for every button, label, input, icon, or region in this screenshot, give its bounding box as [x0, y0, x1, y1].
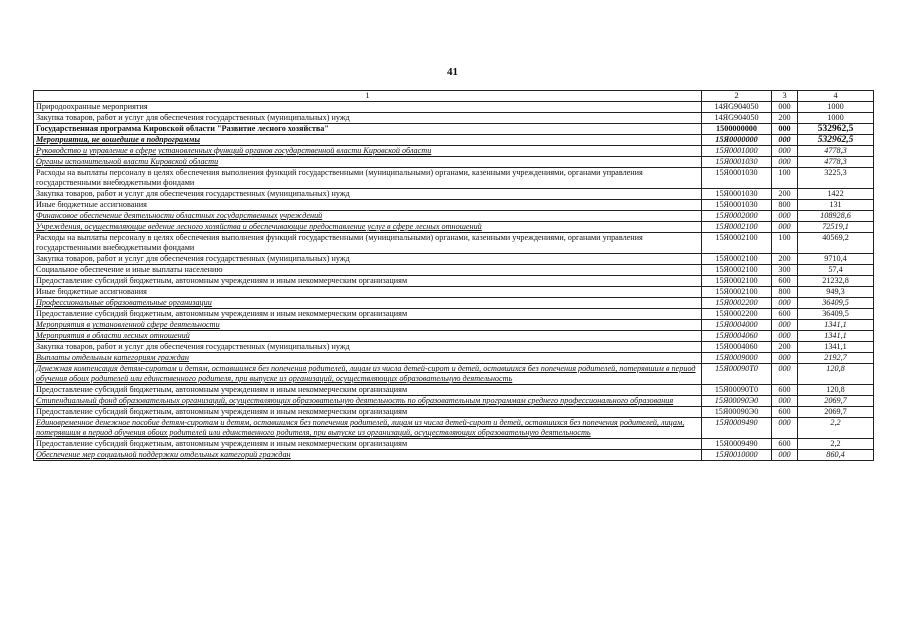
budget-table-body — [34, 91, 874, 461]
row-name: Предоставление субсидий бюджетным, автономным учреждениям и иным некоммерческим организациям — [34, 309, 702, 320]
budget-table — [33, 90, 874, 461]
table-row — [34, 157, 874, 168]
table-row — [34, 418, 874, 439]
row-value: 108928,6 — [798, 211, 874, 222]
row-code: 15Я0002100 — [702, 233, 772, 254]
table-row — [34, 135, 874, 146]
row-code: 14ЯG904050 — [702, 102, 772, 113]
row-code: 15Я0002200 — [702, 298, 772, 309]
row-code: 15Я0010000 — [702, 450, 772, 461]
row-value: 1000 — [798, 102, 874, 113]
row-value: 949,3 — [798, 287, 874, 298]
row-code: 15Я0002100 — [702, 222, 772, 233]
row-value: 2,2 — [798, 418, 874, 439]
table-row — [34, 407, 874, 418]
header-col-4: 4 — [798, 91, 874, 102]
row-type: 000 — [772, 396, 798, 407]
row-name: Мероприятия в области лесных отношений — [34, 331, 702, 342]
row-type: 600 — [772, 276, 798, 287]
row-value: 120,8 — [798, 364, 874, 385]
row-code: 15Я0000000 — [702, 135, 772, 146]
row-code: 15Я0009490 — [702, 439, 772, 450]
row-code: 15Я00090Э0 — [702, 396, 772, 407]
row-code: 15Я00090Т0 — [702, 364, 772, 385]
row-value: 2069,7 — [798, 407, 874, 418]
table-row — [34, 320, 874, 331]
table-row — [34, 396, 874, 407]
table-row — [34, 222, 874, 233]
row-code: 15Я0004060 — [702, 331, 772, 342]
row-type: 000 — [772, 211, 798, 222]
row-name: Иные бюджетные ассигнования — [34, 287, 702, 298]
row-type: 200 — [772, 254, 798, 265]
row-type: 000 — [772, 298, 798, 309]
row-code: 15Я00090Т0 — [702, 385, 772, 396]
table-row — [34, 276, 874, 287]
row-type: 200 — [772, 113, 798, 124]
row-type: 000 — [772, 102, 798, 113]
row-value: 9710,4 — [798, 254, 874, 265]
row-name: Закупка товаров, работ и услуг для обеспечения государственных (муниципальных) нужд — [34, 113, 702, 124]
row-type: 000 — [772, 157, 798, 168]
row-code: 15Я0009490 — [702, 418, 772, 439]
table-row — [34, 265, 874, 276]
table-row — [34, 233, 874, 254]
row-value: 2069,7 — [798, 396, 874, 407]
row-name: Мероприятия, не вошедшие в подпрограммы — [34, 135, 702, 146]
row-code: 14ЯG904050 — [702, 113, 772, 124]
row-name: Денежная компенсация детям-сиротам и детям, оставшимся без попечения родителей, лицам из числа детей-сирот и детей, оставшихся без попечения родителей, потерявшим в период обучения обоих родителей или единственного родителя, при выпуске из организаций, осуществляющих образовательную деятельность — [34, 364, 702, 385]
page-number: 41 — [447, 66, 458, 78]
row-value: 1000 — [798, 113, 874, 124]
row-name: Предоставление субсидий бюджетным, автономным учреждениям и иным некоммерческим организациям — [34, 407, 702, 418]
row-name: Единовременное денежное пособие детям-сиротам и детям, оставшимся без попечения родителей, лицам из числа детей-сирот и детей, оставшихся без попечения родителей, лицам, потерявшим в период обучения обоих родителей или единственного родителя, при выпуске из организаций, осуществляющих образовательную деятельность — [34, 418, 702, 439]
row-code: 15Я0009000 — [702, 353, 772, 364]
row-code: 15Я0001000 — [702, 146, 772, 157]
row-code: 15Я0001030 — [702, 200, 772, 211]
row-type: 600 — [772, 309, 798, 320]
row-type: 600 — [772, 385, 798, 396]
row-name: Социальное обеспечение и иные выплаты населению — [34, 265, 702, 276]
row-code: 15Я0002200 — [702, 309, 772, 320]
row-code: 1500000000 — [702, 124, 772, 135]
row-name: Государственная программа Кировской области "Развитие лесного хозяйства" — [34, 124, 702, 135]
row-type: 000 — [772, 418, 798, 439]
row-name: Расходы на выплаты персоналу в целях обеспечения выполнения функций государственными (муниципальными) органами, казенными учреждениями, органами управления государственными внебюджетными фондами — [34, 233, 702, 254]
row-value: 860,4 — [798, 450, 874, 461]
row-value: 1341,1 — [798, 342, 874, 353]
row-name: Стипендиальный фонд образовательных организаций, осуществляющих образовательную деятельность по образовательным программам среднего профессионального образования — [34, 396, 702, 407]
row-name: Предоставление субсидий бюджетным, автономным учреждениям и иным некоммерческим организациям — [34, 439, 702, 450]
row-type: 000 — [772, 146, 798, 157]
row-type: 300 — [772, 265, 798, 276]
row-value: 1341,1 — [798, 320, 874, 331]
row-type: 000 — [772, 364, 798, 385]
row-type: 000 — [772, 222, 798, 233]
row-name: Закупка товаров, работ и услуг для обеспечения государственных (муниципальных) нужд — [34, 342, 702, 353]
table-row — [34, 189, 874, 200]
row-name: Предоставление субсидий бюджетным, автономным учреждениям и иным некоммерческим организациям — [34, 385, 702, 396]
table-row — [34, 353, 874, 364]
row-name: Расходы на выплаты персоналу в целях обеспечения выполнения функций государственными (муниципальными) органами, казенными учреждениями, органами управления государственными внебюджетными фондами — [34, 168, 702, 189]
table-row — [34, 331, 874, 342]
row-type: 100 — [772, 168, 798, 189]
row-type: 000 — [772, 320, 798, 331]
table-row — [34, 309, 874, 320]
row-code: 15Я0002100 — [702, 276, 772, 287]
row-value: 21232,8 — [798, 276, 874, 287]
row-value: 3225,3 — [798, 168, 874, 189]
header-col-2: 2 — [702, 91, 772, 102]
row-name: Закупка товаров, работ и услуг для обеспечения государственных (муниципальных) нужд — [34, 189, 702, 200]
row-code: 15Я0001030 — [702, 168, 772, 189]
row-name: Мероприятия в установленной сфере деятельности — [34, 320, 702, 331]
row-code: 15Я0002100 — [702, 254, 772, 265]
row-code: 15Я0002100 — [702, 287, 772, 298]
table-row — [34, 364, 874, 385]
table-row — [34, 124, 874, 135]
row-value: 120,8 — [798, 385, 874, 396]
row-type: 000 — [772, 331, 798, 342]
row-value: 1422 — [798, 189, 874, 200]
row-type: 200 — [772, 342, 798, 353]
row-name: Иные бюджетные ассигнования — [34, 200, 702, 211]
table-row — [34, 211, 874, 222]
row-type: 200 — [772, 189, 798, 200]
row-name: Природоохранные мероприятия — [34, 102, 702, 113]
row-name: Органы исполнительной власти Кировской области — [34, 157, 702, 168]
row-code: 15Я0004060 — [702, 342, 772, 353]
row-value: 2,2 — [798, 439, 874, 450]
row-value: 1341,1 — [798, 331, 874, 342]
row-value: 4778,3 — [798, 146, 874, 157]
table-row — [34, 342, 874, 353]
table-row — [34, 200, 874, 211]
row-value: 57,4 — [798, 265, 874, 276]
row-name: Учреждения, осуществляющие ведение лесного хозяйства и обеспечивающие предоставление услуг в сфере лесных отношений — [34, 222, 702, 233]
header-row — [34, 91, 874, 102]
row-value: 2192,7 — [798, 353, 874, 364]
header-col-3: 3 — [772, 91, 798, 102]
row-value: 131 — [798, 200, 874, 211]
row-value: 4778,3 — [798, 157, 874, 168]
row-type: 800 — [772, 287, 798, 298]
header-col-1: 1 — [34, 91, 702, 102]
row-value: 36409,5 — [798, 309, 874, 320]
row-type: 600 — [772, 407, 798, 418]
row-type: 000 — [772, 124, 798, 135]
row-type: 600 — [772, 439, 798, 450]
row-value: 532962,5 — [798, 124, 874, 135]
row-type: 100 — [772, 233, 798, 254]
row-type: 000 — [772, 353, 798, 364]
table-row — [34, 146, 874, 157]
row-code: 15Я0002100 — [702, 265, 772, 276]
table-row — [34, 287, 874, 298]
row-type: 800 — [772, 200, 798, 211]
row-code: 15Я0001030 — [702, 189, 772, 200]
row-name: Профессиональные образовательные организации — [34, 298, 702, 309]
row-code: 15Я0002000 — [702, 211, 772, 222]
row-value: 36409,5 — [798, 298, 874, 309]
row-code: 15Я0001030 — [702, 157, 772, 168]
row-value: 40569,2 — [798, 233, 874, 254]
row-name: Обеспечение мер социальной поддержки отдельных категорий граждан — [34, 450, 702, 461]
row-value: 72519,1 — [798, 222, 874, 233]
table-row — [34, 298, 874, 309]
table-row — [34, 450, 874, 461]
row-code: 15Я00090Э0 — [702, 407, 772, 418]
row-name: Руководство и управление в сфере установленных функций органов государственной власти Кировской области — [34, 146, 702, 157]
row-name: Финансовое обеспечение деятельности областных государственных учреждений — [34, 211, 702, 222]
table-row — [34, 168, 874, 189]
row-name: Предоставление субсидий бюджетным, автономным учреждениям и иным некоммерческим организациям — [34, 276, 702, 287]
row-name: Закупка товаров, работ и услуг для обеспечения государственных (муниципальных) нужд — [34, 254, 702, 265]
table-row — [34, 254, 874, 265]
table-row — [34, 113, 874, 124]
row-code: 15Я0004000 — [702, 320, 772, 331]
table-row — [34, 439, 874, 450]
table-row — [34, 385, 874, 396]
row-type: 000 — [772, 450, 798, 461]
table-row — [34, 102, 874, 113]
row-name: Выплаты отдельным категориям граждан — [34, 353, 702, 364]
row-value: 532962,5 — [798, 135, 874, 146]
row-type: 000 — [772, 135, 798, 146]
